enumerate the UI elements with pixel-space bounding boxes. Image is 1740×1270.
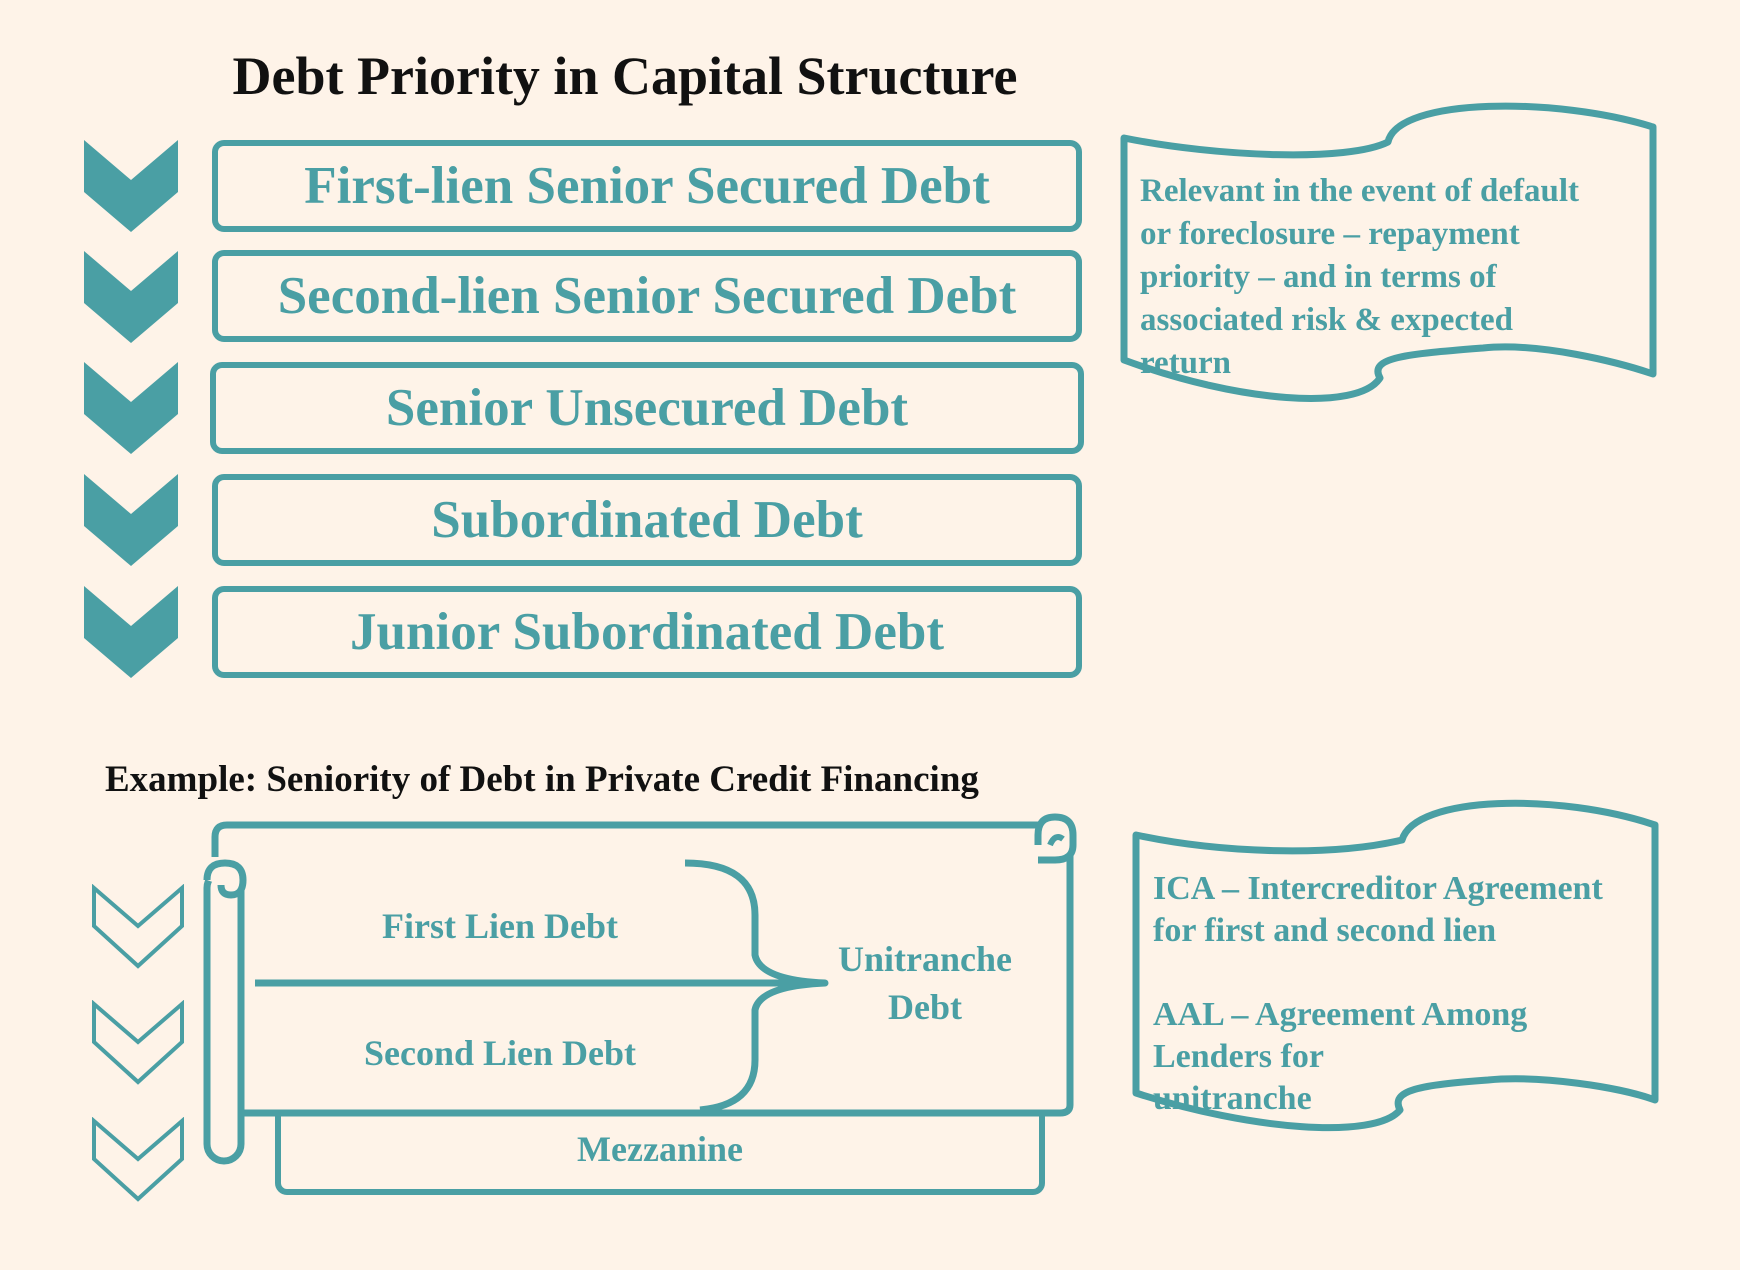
note-line: associated risk & expected <box>1140 302 1514 338</box>
chevron-down-icon <box>84 251 178 343</box>
chevron-down-icon <box>84 140 178 232</box>
bottom-note <box>1153 868 1603 1120</box>
note-line: AAL – Agreement Among <box>1153 996 1528 1033</box>
note-line <box>1153 952 1603 994</box>
tier-second-lien-senior-secured: Second-lien Senior Secured Debt <box>212 250 1082 342</box>
example-title: Example: Seniority of Debt in Private Credit Financing <box>105 759 979 800</box>
second-lien-debt-label: Second Lien Debt <box>363 1033 637 1073</box>
chevron-down-outline-icon <box>90 884 186 970</box>
mezzanine-label: Mezzanine <box>577 1129 743 1169</box>
unitranche-debt-label <box>800 935 1050 1031</box>
page-title: Debt Priority in Capital Structure <box>232 46 1018 106</box>
unitranche-line: Debt <box>888 987 962 1027</box>
note-line: unitranche <box>1153 1080 1312 1117</box>
top-note <box>1140 170 1579 385</box>
chevron-down-icon <box>84 474 178 566</box>
note-line: Lenders for <box>1153 1038 1324 1075</box>
note-line: ICA – Intercreditor Agreement <box>1153 870 1603 907</box>
note-line: for first and second lien <box>1153 912 1497 949</box>
note-line: return <box>1140 345 1232 381</box>
tier-subordinated: Subordinated Debt <box>212 474 1082 566</box>
note-line: or foreclosure – repayment <box>1140 216 1520 252</box>
chevron-down-outline-icon <box>90 1000 186 1086</box>
unitranche-line: Unitranche <box>838 939 1012 979</box>
chevron-down-icon <box>84 362 178 454</box>
tier-first-lien-senior-secured: First-lien Senior Secured Debt <box>212 140 1082 232</box>
note-line: priority – and in terms of <box>1140 259 1497 295</box>
tier-senior-unsecured: Senior Unsecured Debt <box>210 362 1084 454</box>
chevron-down-icon <box>84 586 178 678</box>
tier-junior-subordinated: Junior Subordinated Debt <box>212 586 1082 678</box>
chevron-down-outline-icon <box>90 1117 186 1203</box>
first-lien-debt-label: First Lien Debt <box>382 906 618 946</box>
note-line: Relevant in the event of default <box>1140 173 1580 209</box>
